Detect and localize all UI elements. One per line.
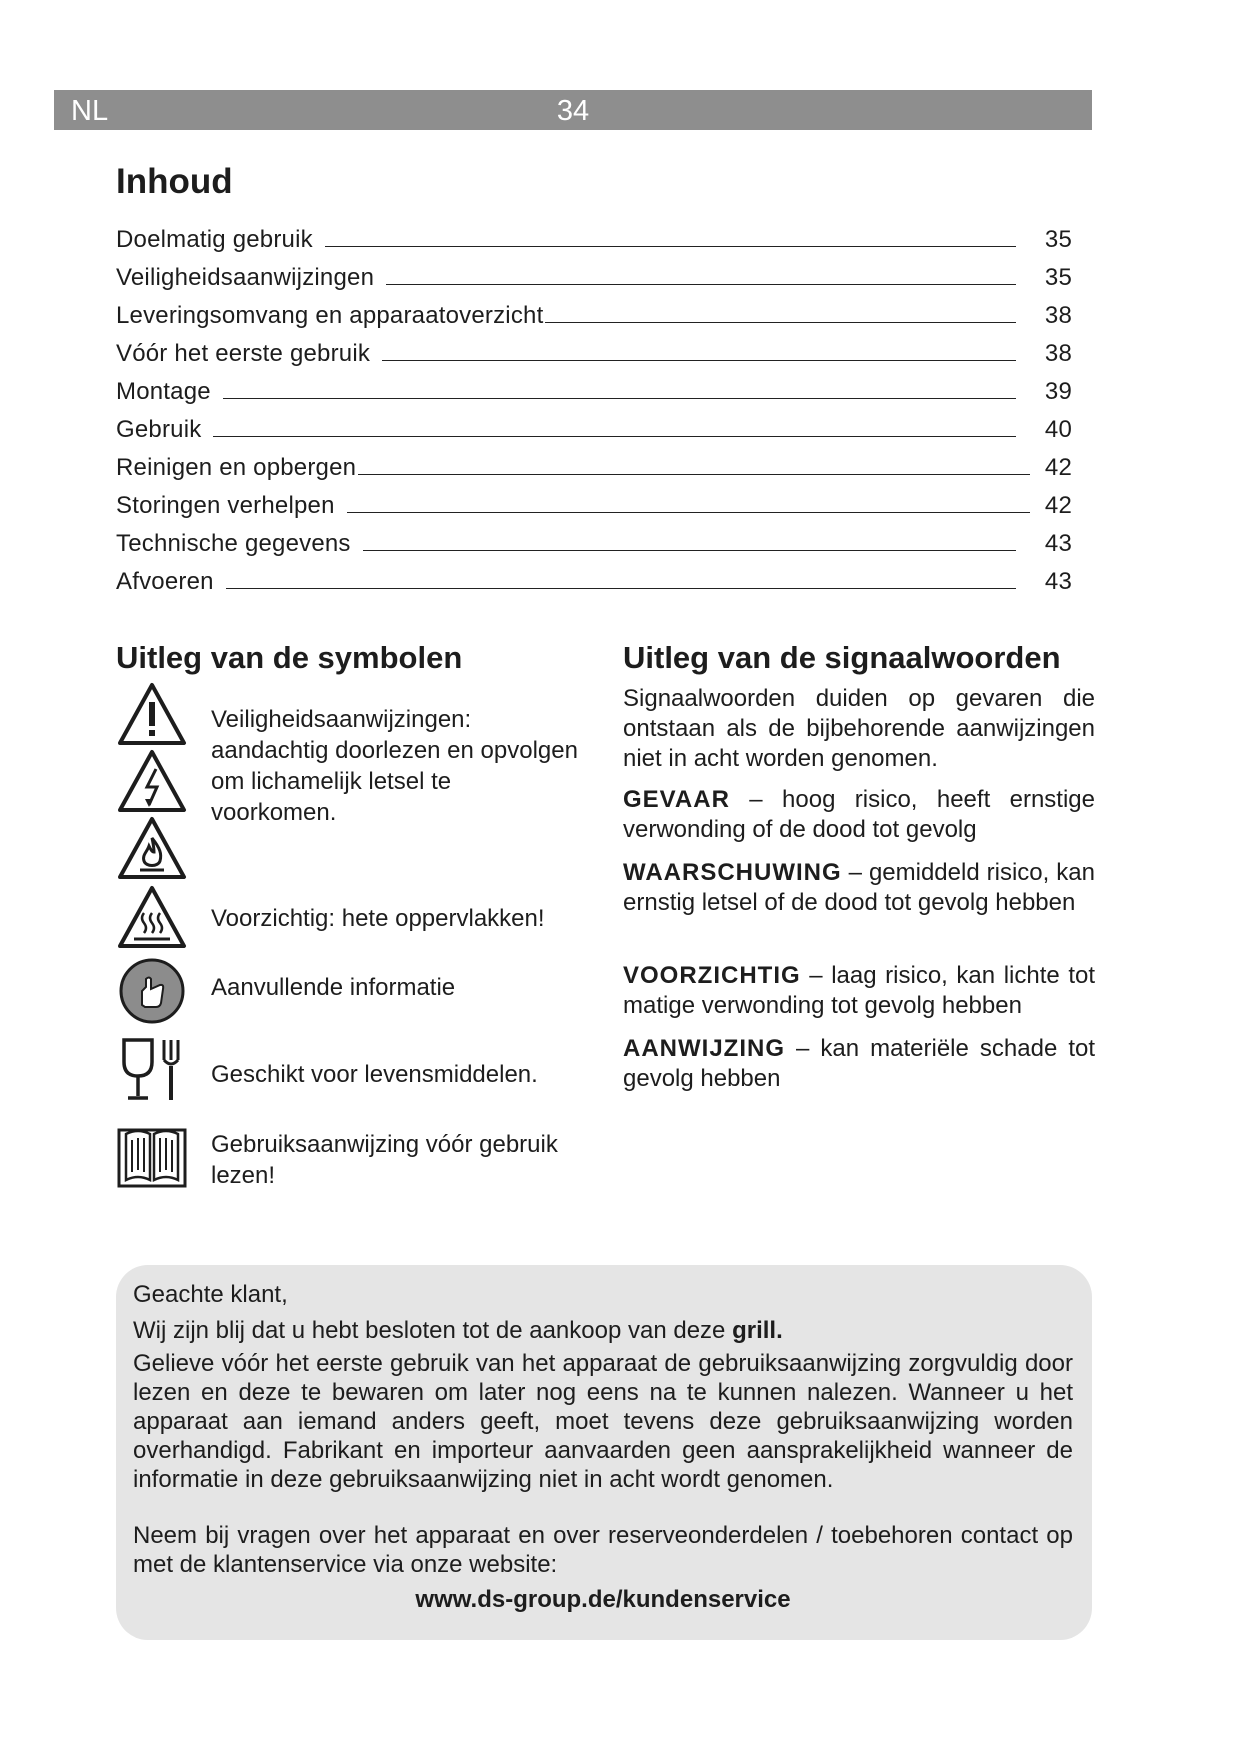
toc-entry-label: Vóór het eerste gebruik [116,340,371,367]
toc-entry-label: Gebruik [116,416,202,443]
signal-word-desc: – kan materiële schade tot gevolg hebben [623,1035,1096,1092]
signal-word-desc: – hoog risico, heeft ernstige verwonding of de dood tot gevolg [623,786,1096,843]
food-safe-icon [116,1036,188,1104]
signal-word-entry [623,961,1095,1021]
toc-entry-page: 43 [1044,568,1072,595]
table-of-contents [116,216,1072,596]
toc-title: Inhoud [116,162,233,201]
customer-notice-box [116,1265,1092,1640]
page-header [54,90,1092,130]
info-hand-icon [116,957,188,1025]
toc-entry-label: Montage [116,378,211,405]
toc-entry-page: 40 [1044,416,1072,443]
toc-leader-line [213,436,1016,437]
toc-entry-label: Doelmatig gebruik [116,226,313,253]
toc-entry[interactable] [116,520,1072,558]
toc-entry-label: Afvoeren [116,568,214,595]
contact-paragraph: Neem bij vragen over het apparaat en over reserveonderdelen / toebehoren contact op met de klantenservice via onze website: [133,1522,1073,1578]
signal-word: WAARSCHUWING [623,859,842,886]
symbol-description: Voorzichtig: hete oppervlakken! [211,905,545,932]
toc-entry-page: 35 [1044,226,1072,253]
signal-words-intro: Signaalwoorden duiden op gevaren die ontstaan als de bijbehorende aanwijzingen niet in acht worden genomen. [623,685,1095,772]
greeting: Geachte klant, [133,1281,288,1308]
signal-word-entry [623,1034,1095,1094]
website-link[interactable]: www.ds-group.de/kundenservice [415,1586,791,1613]
toc-leader-line [325,246,1016,247]
manual-book-icon [116,1122,188,1190]
toc-entry-label: Technische gegevens [116,530,351,557]
toc-entry[interactable] [116,406,1072,444]
signal-word-desc: – laag risico, kan lichte tot matige verwonding tot gevolg hebben [623,962,1096,1019]
signal-words-title: Uitleg van de signaalwoorden [623,640,1061,675]
toc-entry-label: Veiligheidsaanwijzingen [116,264,375,291]
signal-word-desc: – gemiddeld risico, kan ernstig letsel of de dood tot gevolg hebben [623,859,1095,916]
toc-entry-page: 42 [1044,492,1072,519]
toc-leader-line [223,398,1016,399]
toc-entry-label: Reinigen en opbergen [116,454,357,481]
toc-leader-line [347,512,1030,513]
signal-word-entry [623,858,1095,918]
toc-leader-line [545,322,1016,323]
toc-leader-line [363,550,1016,551]
symbol-description: Aanvullende informatie [211,974,456,1001]
toc-entry-page: 42 [1044,454,1072,481]
toc-entry[interactable] [116,254,1072,292]
toc-entry-page: 35 [1044,264,1072,291]
toc-entry[interactable] [116,482,1072,520]
signal-word: VOORZICHTIG [623,962,801,989]
signal-word: AANWIJZING [623,1035,785,1062]
toc-leader-line [382,360,1016,361]
toc-entry-page: 43 [1044,530,1072,557]
toc-entry-page: 38 [1044,302,1072,329]
toc-entry-page: 39 [1044,378,1072,405]
toc-entry[interactable] [116,558,1072,596]
hot-surface-icon [116,883,188,951]
fire-hazard-icon [116,814,188,882]
toc-entry[interactable] [116,368,1072,406]
warning-triangle-icon [116,680,188,748]
intro-line-text: Wij zijn blij dat u hebt besloten tot de aankoop van deze [133,1317,726,1344]
symbols-title: Uitleg van de symbolen [116,640,463,675]
page-number: 34 [556,95,590,127]
toc-entry[interactable] [116,216,1072,254]
product-name: grill. [732,1317,783,1344]
signal-word: GEVAAR [623,786,730,813]
symbol-description: Geschikt voor levensmiddelen. [211,1061,538,1088]
symbol-description: Gebruiksaanwijzing vóór gebruik lezen! [211,1131,558,1189]
toc-entry-label: Storingen verhelpen [116,492,335,519]
instructions-paragraph: Gelieve vóór het eerste gebruik van het apparaat de gebruiksaanwijzing zorgvuldig door lezen en deze te bewaren om later nog eens na te kunnen nalezen. Wanneer u het apparaat aan iemand anders geeft, moet tevens deze gebruiksaanwijzing worden overhandigd. Fabrikant en importeur aanvaarden geen aansprakelijkheid wanneer de informatie in deze gebruiksaanwijzing niet in acht wordt genomen. [133,1350,1073,1493]
toc-entry[interactable] [116,444,1072,482]
language-code: NL [71,95,109,127]
toc-leader-line [226,588,1016,589]
toc-entry-page: 38 [1044,340,1072,367]
signal-word-entry [623,785,1095,845]
toc-leader-line [358,474,1030,475]
electric-hazard-icon [116,747,188,815]
symbol-description: Veiligheidsaanwijzingen: aandachtig doorlezen en opvolgen om lichamelijk letsel te voorkomen. [211,706,578,826]
intro-line [133,1316,1073,1345]
toc-leader-line [386,284,1016,285]
toc-entry[interactable] [116,292,1072,330]
toc-entry-label: Leveringsomvang en apparaatoverzicht [116,302,544,329]
toc-entry[interactable] [116,330,1072,368]
